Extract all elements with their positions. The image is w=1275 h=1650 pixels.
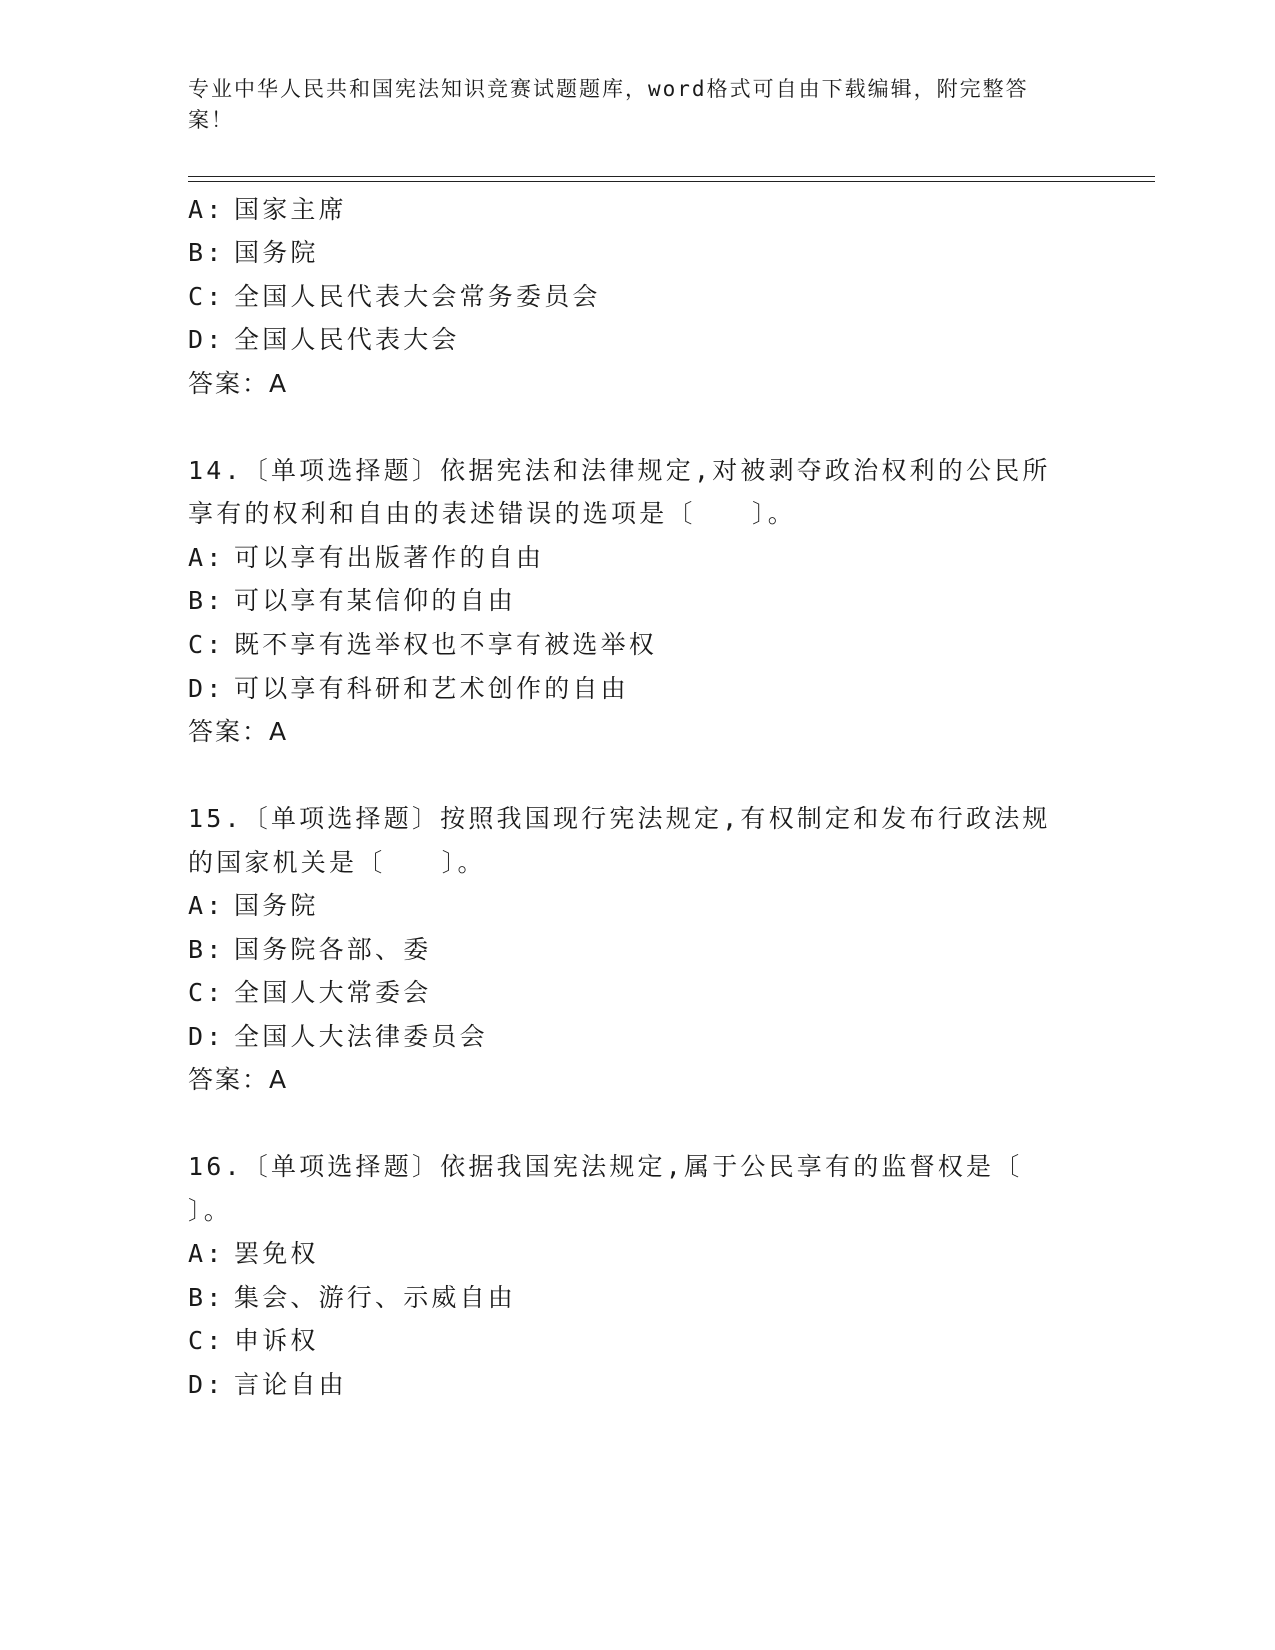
option-letter: B: bbox=[188, 238, 225, 267]
q14-answer: 答案：A bbox=[188, 717, 289, 746]
option-text: 全国人民代表大会 bbox=[234, 325, 460, 354]
q14-stem-line1: 14.〔单项选择题〕依据宪法和法律规定,对被剥夺政治权利的公民所 bbox=[188, 456, 1051, 485]
q13-option-c bbox=[188, 280, 601, 314]
option-letter: D: bbox=[188, 1022, 225, 1051]
q16-stem-line1: 16.〔单项选择题〕依据我国宪法规定,属于公民享有的监督权是〔 bbox=[188, 1152, 1023, 1181]
q15-option-c bbox=[188, 976, 431, 1010]
q15-stem-line2: 的国家机关是〔 〕。 bbox=[188, 848, 486, 877]
header-rule-top bbox=[188, 176, 1155, 177]
option-text: 国务院 bbox=[234, 238, 319, 267]
option-text: 全国人大法律委员会 bbox=[234, 1022, 488, 1051]
option-letter: A: bbox=[188, 195, 225, 224]
option-text: 可以享有某信仰的自由 bbox=[234, 586, 517, 615]
option-text: 可以享有科研和艺术创作的自由 bbox=[234, 674, 629, 703]
q14-option-a bbox=[188, 541, 544, 575]
option-text: 集会、游行、示威自由 bbox=[234, 1283, 517, 1312]
q14-stem-line2: 享有的权利和自由的表述错误的选项是〔 〕。 bbox=[188, 499, 796, 528]
q16-option-d bbox=[188, 1368, 347, 1402]
q16-option-c bbox=[188, 1324, 319, 1358]
option-letter: C: bbox=[188, 630, 225, 659]
q16-option-a bbox=[188, 1237, 319, 1271]
option-letter: A: bbox=[188, 543, 225, 572]
q13-option-d bbox=[188, 323, 460, 357]
q14-option-b bbox=[188, 584, 516, 618]
option-text: 言论自由 bbox=[234, 1370, 347, 1399]
q16-stem-line2: 〕。 bbox=[188, 1196, 232, 1225]
option-letter: C: bbox=[188, 1326, 225, 1355]
q15-option-a bbox=[188, 889, 319, 923]
option-text: 国家主席 bbox=[234, 195, 347, 224]
option-letter: B: bbox=[188, 935, 225, 964]
option-letter: B: bbox=[188, 1283, 225, 1312]
option-text: 全国人大常委会 bbox=[234, 978, 432, 1007]
option-text: 申诉权 bbox=[234, 1326, 319, 1355]
q14-option-c bbox=[188, 628, 657, 662]
q13-answer: 答案：A bbox=[188, 369, 289, 398]
option-letter: A: bbox=[188, 1239, 225, 1268]
q15-option-b bbox=[188, 933, 431, 967]
option-text: 国务院各部、委 bbox=[234, 935, 432, 964]
option-letter: C: bbox=[188, 282, 225, 311]
option-letter: C: bbox=[188, 978, 225, 1007]
option-text: 既不享有选举权也不享有被选举权 bbox=[234, 630, 658, 659]
option-text: 可以享有出版著作的自由 bbox=[234, 543, 545, 572]
q15-answer: 答案：A bbox=[188, 1065, 289, 1094]
option-letter: D: bbox=[188, 1370, 225, 1399]
q16-option-b bbox=[188, 1281, 516, 1315]
q15-option-d bbox=[188, 1020, 488, 1054]
option-text: 国务院 bbox=[234, 891, 319, 920]
q13-option-a bbox=[188, 193, 347, 227]
header-note: 专业中华人民共和国宪法知识竞赛试题题库，word格式可自由下载编辑，附完整答案！ bbox=[188, 77, 1029, 132]
option-letter: D: bbox=[188, 325, 225, 354]
q13-option-b bbox=[188, 236, 319, 270]
option-text: 罢免权 bbox=[234, 1239, 319, 1268]
q15-stem-line1: 15.〔单项选择题〕按照我国现行宪法规定,有权制定和发布行政法规 bbox=[188, 804, 1051, 833]
q14-option-d bbox=[188, 672, 629, 706]
option-text: 全国人民代表大会常务委员会 bbox=[234, 282, 601, 311]
option-letter: A: bbox=[188, 891, 225, 920]
option-letter: B: bbox=[188, 586, 225, 615]
option-letter: D: bbox=[188, 674, 225, 703]
header-rule-bottom bbox=[188, 181, 1155, 182]
